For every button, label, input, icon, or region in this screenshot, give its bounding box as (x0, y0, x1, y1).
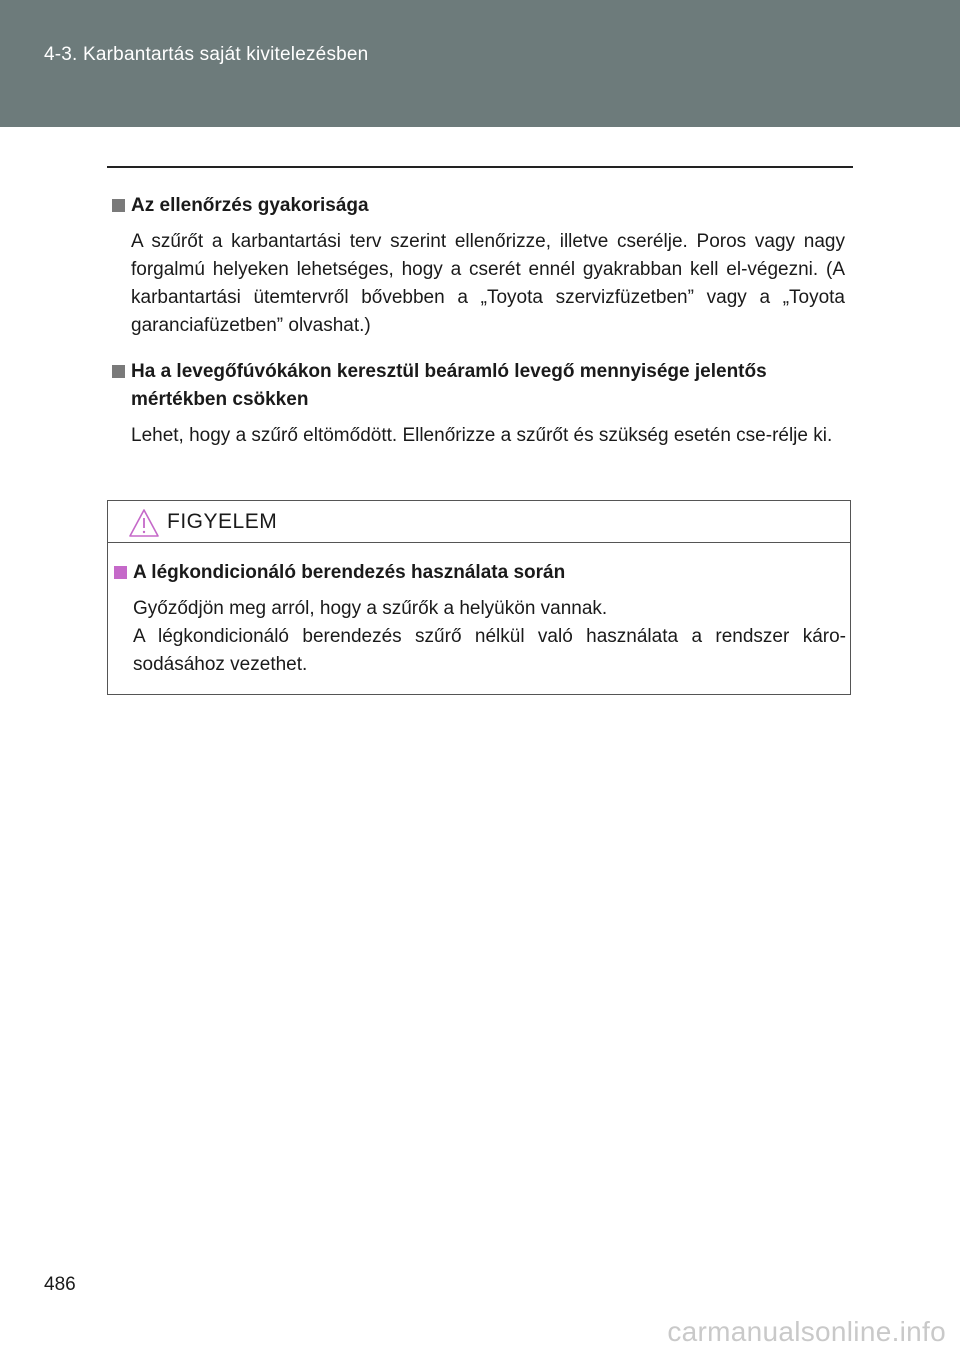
section-heading-text: Ha a levegőfúvókákon keresztül beáramló levegő mennyisége jelentős mértékben csökken (131, 361, 767, 410)
warning-heading (114, 559, 846, 587)
section-heading-text: Az ellenőrzés gyakorisága (131, 195, 369, 216)
square-bullet-icon (114, 566, 127, 579)
warning-line: Győződjön meg arról, hogy a szűrők a helyükön vannak. (133, 598, 608, 619)
warning-body (114, 559, 846, 679)
header-band (0, 0, 960, 127)
section-title: 4-3. Karbantartás saját kivitelezésben (44, 44, 369, 65)
warning-triangle-icon (128, 508, 160, 538)
main-content (112, 192, 845, 450)
top-rule (107, 166, 853, 168)
section-body: Lehet, hogy a szűrő eltömődött. Ellenőrizze a szűrőt és szükség esetén cse-rélje ki. (131, 425, 833, 446)
warning-heading-text: A légkondicionáló berendezés használata során (133, 562, 566, 583)
watermark: carmanualsonline.info (667, 1316, 946, 1347)
warning-title: FIGYELEM (167, 510, 278, 533)
warning-text (133, 595, 846, 679)
square-bullet-icon (112, 199, 125, 212)
page-number: 486 (44, 1274, 76, 1295)
section-heading (112, 192, 845, 220)
section-body: A szűrőt a karbantartási terv szerint ellenőrizze, illetve cserélje. Poros vagy nagy forgalmú helyeken lehetséges, hogy a cserét ennél gyakrabban kell el-végezni. (A karbantartási ütemtervről bővebben a „Toyota szervizfüzetben” vagy a „Toyota garanciafüzetben” olvashat.) (131, 231, 845, 336)
warning-box (107, 500, 851, 695)
warning-line: A légkondicionáló berendezés szűrő nélkül való használata a rendszer káro-sodásához vezethet. (133, 626, 846, 675)
section-heading (112, 358, 845, 414)
warning-header (108, 501, 850, 543)
square-bullet-icon (112, 365, 125, 378)
